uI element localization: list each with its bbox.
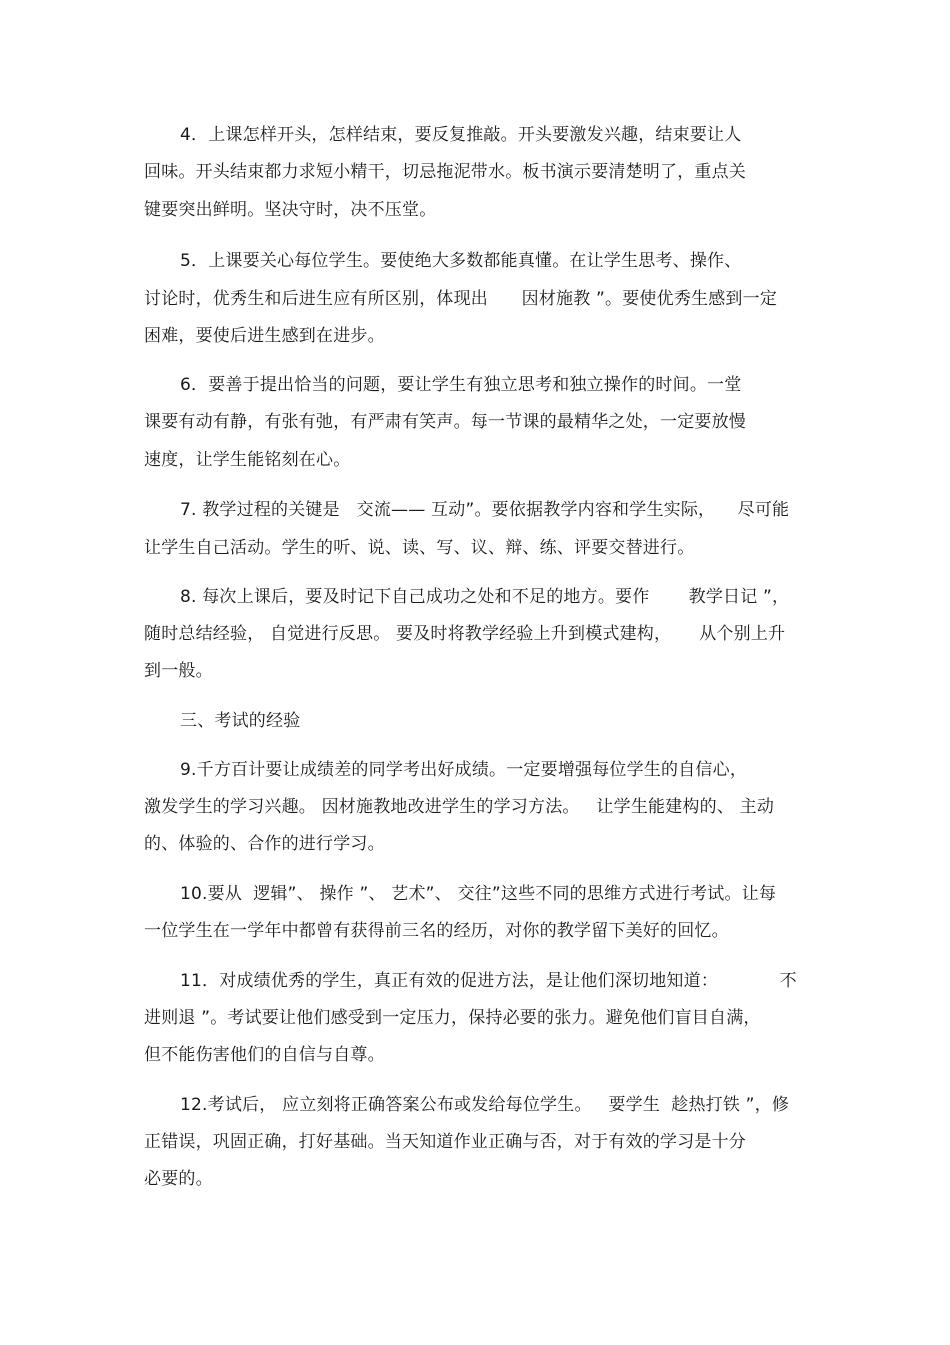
paragraph-7-line-1: 7. 教学过程的关键是 交流—— 互动”。要依据教学内容和学生实际， 尽可能 [180, 500, 790, 520]
paragraph-4-line-2: 回味。开头结束都力求短小精干，切忌拖泥带水。板书演示要清楚明了，重点关 [144, 162, 746, 182]
paragraph-6-line-2: 课要有动有静，有张有弛，有严肃有笑声。每一节课的最精华之处，一定要放慢 [144, 412, 746, 432]
paragraph-8-line-1: 8. 每次上课后，要及时记下自己成功之处和不足的地方。要作 教学日记 ”， [180, 587, 790, 607]
paragraph-11-line-1: 11．对成绩优秀的学生，真正有效的促进方法，是让他们深切地知道： 不 [180, 971, 797, 991]
paragraph-10-line-1: 10.要从 逻辑”、 操作 ”、 艺术”、 交往”这些不同的思维方式进行考试。让每 [180, 884, 777, 904]
paragraph-6-line-3: 速度，让学生能铭刻在心。 [144, 450, 351, 470]
paragraph-5-line-3: 困难，要使后进生感到在进步。 [144, 326, 385, 346]
paragraph-12-line-1: 12.考试后， 应立刻将正确答案公布或发给每位学生。 要学生 趁热打铁 ”，修 [180, 1095, 790, 1115]
paragraph-5-line-1: 5．上课要关心每位学生。要使绝大多数都能真懂。在让学生思考、操作、 [180, 251, 742, 271]
section-heading-exam-experience: 三、考试的经验 [180, 711, 301, 731]
paragraph-6-line-1: 6．要善于提出恰当的问题，要让学生有独立思考和独立操作的时间。一堂 [180, 375, 742, 395]
paragraph-11-line-2: 进则退 ”。考试要让他们感受到一定压力，保持必要的张力。避免他们盲目自满， [144, 1008, 761, 1028]
paragraph-5-line-2: 讨论时，优秀生和后进生应有所区别，体现出 因材施教 ”。要使优秀生感到一定 [144, 289, 778, 309]
paragraph-9-line-1: 9.千方百计要让成绩差的同学考出好成绩。一定要增强每位学生的自信心， [180, 760, 748, 780]
paragraph-12-line-2: 正错误，巩固正确，打好基础。当天知道作业正确与否，对于有效的学习是十分 [144, 1132, 746, 1152]
paragraph-9-line-3: 的、体验的、合作的进行学习。 [144, 834, 385, 854]
paragraph-7-line-2: 让学生自己活动。学生的听、说、读、写、议、辩、练、评要交替进行。 [144, 538, 695, 558]
paragraph-4-line-1: 4．上课怎样开头，怎样结束，要反复推敲。开头要激发兴趣，结束要让人 [180, 125, 742, 145]
paragraph-8-line-2: 随时总结经验， 自觉进行反思。 要及时将教学经验上升到模式建构， 从个别上升 [144, 624, 786, 644]
paragraph-4-line-3: 键要突出鲜明。坚决守时，决不压堂。 [144, 200, 437, 220]
paragraph-12-line-3: 必要的。 [144, 1169, 213, 1189]
paragraph-11-line-3: 但不能伤害他们的自信与自尊。 [144, 1045, 385, 1065]
paragraph-10-line-2: 一位学生在一学年中都曾有获得前三名的经历，对你的教学留下美好的回忆。 [144, 921, 729, 941]
paragraph-8-line-3: 到一般。 [144, 661, 213, 681]
paragraph-9-line-2: 激发学生的学习兴趣。 因材施教地改进学生的学习方法。 让学生能建构的、 主动 [144, 797, 775, 817]
